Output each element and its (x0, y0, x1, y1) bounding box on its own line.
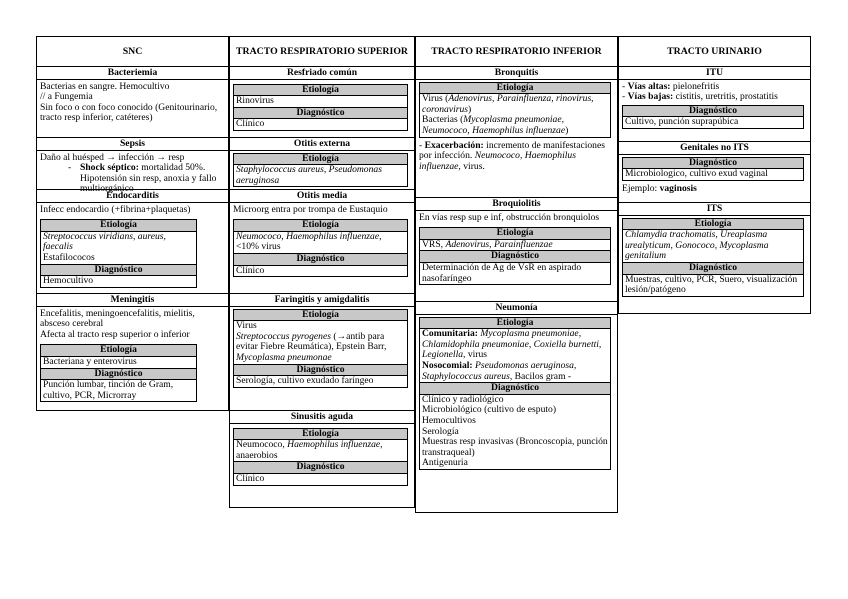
box-content (623, 230, 803, 262)
box-etiologia (233, 219, 408, 277)
text: Clínico y radiológico (422, 393, 504, 405)
box-diagnostico (622, 105, 804, 129)
box-content (420, 240, 610, 251)
label-etiologia: Etiología (234, 429, 407, 441)
label-diagnostico: Diagnóstico (41, 368, 196, 381)
text: Infecc endocardio (+fibrina+plaquetas) (40, 203, 191, 215)
text: Encefalitis, meningoencefalitis, mielitis, absceso cerebral (40, 307, 195, 330)
title-sinusitis: Sinusitis aguda (230, 411, 414, 424)
box-content (420, 395, 610, 469)
dx-text: Microbiologico, cultivo exud vaginal (625, 168, 768, 180)
text: cistitis, uretritis, prostatitis (673, 91, 778, 103)
label-etiologia: Etiología (234, 220, 407, 232)
label-etiologia: Etiología (234, 154, 407, 166)
exacerbacion-label: Exacerbación: (424, 139, 484, 151)
title-meningitis: Meningitis (37, 294, 228, 307)
dx-text: Punción lumbar, tinción de Gram, cultivo, PCR, Microrray (43, 379, 174, 401)
label-etiologia: Etiología (41, 345, 196, 357)
organisms: Pseudomonas aeruginosa, Staphylococcus aureus (422, 359, 577, 382)
box-etiologia (419, 227, 611, 285)
title-endocarditis: Endocarditis (37, 190, 228, 203)
organisms: Streptococcus pyrogenes (236, 330, 331, 342)
box-content (234, 232, 407, 253)
title-neumonia: Neumonía (416, 302, 617, 315)
box-etiologia (419, 317, 611, 470)
header-trs: TRACTO RESPIRATORIO SUPERIOR (229, 36, 415, 66)
text: VRS, (422, 238, 446, 250)
shock-label: Shock séptico: (80, 162, 139, 174)
box-etiologia (40, 344, 197, 402)
organisms: Streptococcus viridians, aureus, faecalis (43, 230, 166, 253)
dx-text: Clínico (236, 264, 265, 276)
section-bronquitis (415, 66, 618, 197)
title-genitales: Genitales no ITS (619, 142, 810, 155)
text: - Vías bajas: cistitis, uretritis, prostatitis (622, 91, 778, 103)
title-otitis-externa: Otitis externa (230, 138, 414, 151)
section-sinusitis (229, 410, 415, 508)
text: Muestras resp invasivas (Broncoscopia, punción transtraqueal) (422, 436, 608, 458)
title-otitis-media: Otitis media (230, 190, 414, 203)
text: // a Fungemia (40, 91, 93, 103)
box-content (41, 232, 196, 264)
text: incremento de manifestaciones por infección. (419, 139, 605, 162)
organisms: Mycoplasma pneumoniae, Neumococo, Haemophilus influenzae (422, 114, 566, 136)
section-genitales (618, 141, 811, 202)
text: , <10% virus (236, 230, 382, 253)
text: ) (565, 124, 569, 136)
text: Estafilococos (43, 251, 95, 263)
label-diagnostico: Diagnóstico (234, 364, 407, 377)
section-resfriado (229, 66, 415, 137)
text: ) (468, 103, 472, 115)
text: virus. (460, 160, 485, 172)
comunitaria-label: Comunitaria: (422, 328, 478, 340)
label-etiologia: Etiología (234, 310, 407, 322)
et-text: Bacteriana y enterovirus (43, 355, 137, 367)
box-etiologia (233, 309, 408, 388)
header-tu: TRACTO URINARIO (618, 36, 811, 66)
organisms: Neumococo, Haemophilus influenzae, (419, 150, 576, 172)
box-content (420, 329, 610, 382)
label-diagnostico: Diagnóstico (420, 250, 610, 263)
organisms: Adenovirus, Parainfluenza, rinovirus, coronavirus (422, 93, 594, 115)
organisms: Neumococo, Haemophilus influenzae (236, 230, 380, 242)
section-its (618, 202, 811, 314)
title-bronquiolitis: Broquiolitis (416, 198, 617, 211)
ejemplo-label: Ejemplo: (622, 182, 660, 194)
shock-text: mortalidad 50%. Hipotensión sin resp, anoxia y fallo multiorgánico (80, 162, 217, 195)
et-text: Rinovirus (236, 95, 274, 107)
exacerbacion-text: - Exacerbación: incremento de manifestaciones por infección. Neumococo, Haemophilus influenzae, virus. (419, 139, 605, 172)
section-neumonia (415, 301, 618, 513)
title-faringitis: Faringitis y amigdalitis (230, 294, 414, 307)
organisms: Mycoplasma pneumonae (236, 351, 332, 363)
text: pielonefritis (670, 80, 720, 92)
text: , virus (463, 349, 488, 361)
box-diagnostico (622, 157, 804, 181)
text: Neumococo, (236, 439, 288, 451)
text: Serología (422, 425, 459, 437)
text: Sin foco o con foco conocido (Genitourinario, tracto resp inferior, catéteres) (40, 101, 218, 124)
text: - Vías altas: pielonefritis (622, 80, 720, 92)
box-etiologia (419, 82, 611, 138)
list-item (80, 163, 225, 195)
label-diagnostico: Diagnóstico (234, 107, 407, 120)
title-itu: ITU (619, 67, 810, 80)
label-etiologia: Etiología (41, 220, 196, 232)
column-tu (618, 36, 811, 314)
text: Afecta al tracto resp superior o inferior (40, 328, 190, 340)
text: Microorg entra por trompa de Eustaquio (233, 203, 388, 215)
text: Hemocultivos (422, 414, 476, 426)
dx-text: Clínico (236, 472, 265, 484)
section-otitis-media (229, 189, 415, 293)
vias-altas-label: Vías altas: (627, 80, 671, 92)
header-tri: TRACTO RESPIRATORIO INFERIOR (415, 36, 618, 66)
header-snc: SNC (36, 36, 229, 66)
box-content (234, 165, 407, 186)
column-snc (36, 36, 229, 411)
organisms: Adenovirus, Parainfluenzae (445, 238, 553, 250)
text: Virus (236, 320, 257, 332)
section-bacteriemia (36, 66, 229, 137)
text: Antigenuria (422, 457, 468, 469)
section-itu (618, 66, 811, 141)
ejemplo-value: vaginosis (659, 182, 697, 194)
title-resfriado: Resfriado común (230, 67, 414, 80)
label-etiologia: Etiología (420, 318, 610, 330)
organisms: Haemophilus influenzae (287, 439, 381, 451)
organisms: Mycoplasma pneumoniae, Chlamidophila pneumoniae, Coxiella burnetti, Legionella (422, 328, 602, 361)
dx-text: Cultivo, punción suprapúbica (625, 116, 739, 128)
label-etiologia: Etiología (234, 85, 407, 97)
box-etiologia (233, 153, 408, 188)
text: Bacterias ( (422, 114, 464, 126)
nosocomial-label: Nosocomial: (422, 359, 473, 371)
label-etiologia: Etiología (623, 219, 803, 231)
section-meningitis (36, 293, 229, 411)
organisms: Chlamydia trachomatis, Ureaplasma urealyticum, Gonococo, Mycoplasma genitalium (625, 229, 769, 262)
title-bacteriemia: Bacteriemia (37, 67, 228, 80)
box-content (234, 321, 407, 363)
label-diagnostico: Diagnóstico (234, 461, 407, 474)
dx-text: Clínico (236, 118, 265, 130)
text: Virus ( (422, 93, 449, 105)
box-etiologia (622, 218, 804, 297)
title-bronquitis: Bronquitis (416, 67, 617, 80)
vias-bajas-label: Vías bajas: (627, 91, 674, 103)
label-diagnostico: Diagnóstico (623, 106, 803, 118)
section-otitis-externa (229, 137, 415, 189)
text: (→antib para evitar Fiebre Reumática), Epstein Barr, (236, 330, 387, 353)
box-content (420, 94, 610, 136)
section-sepsis (36, 137, 229, 195)
dx-text: Serología, cultivo exudado faríngeo (236, 375, 374, 387)
column-tri (415, 36, 618, 513)
text: Microbiológico (cultivo de esputo) (422, 404, 557, 416)
label-diagnostico: Diagnóstico (623, 262, 803, 275)
label-etiologia: Etiología (420, 228, 610, 240)
text: Bacterias en sangre. Hemocultivo (40, 80, 170, 92)
text: En vías resp sup e inf, obstrucción bronquiolos (419, 211, 600, 223)
title-sepsis: Sepsis (37, 138, 228, 151)
box-etiologia (233, 84, 408, 131)
label-diagnostico: Diagnóstico (420, 382, 610, 395)
title-its: ITS (619, 203, 810, 216)
dx-text: Muestras, cultivo, PCR, Suero, visualización lesión/patógeno (625, 273, 798, 296)
box-etiologia (40, 219, 197, 288)
dx-text: Hemocultivo (43, 275, 94, 287)
label-diagnostico: Diagnóstico (41, 264, 196, 277)
section-endocarditis (36, 189, 229, 293)
column-trs (229, 36, 415, 508)
dx-text: Determinación de Ag de VsR en aspirado nasofaríngeo (422, 261, 582, 284)
text: , anaerobios (236, 439, 383, 461)
text: Daño al huésped → infección → resp (40, 151, 185, 163)
box-content (234, 440, 407, 461)
label-etiologia: Etiología (420, 83, 610, 95)
organisms: Staphylococcus aureus, Pseudomonas aeruginosa (236, 164, 382, 186)
ejemplo-text (622, 184, 807, 195)
section-faringitis (229, 293, 415, 410)
text: , Bacilos gram - (509, 370, 572, 382)
label-diagnostico: Diagnóstico (234, 253, 407, 266)
label-diagnostico: Diagnóstico (623, 158, 803, 170)
box-etiologia (233, 428, 408, 486)
section-bronquiolitis (415, 197, 618, 301)
